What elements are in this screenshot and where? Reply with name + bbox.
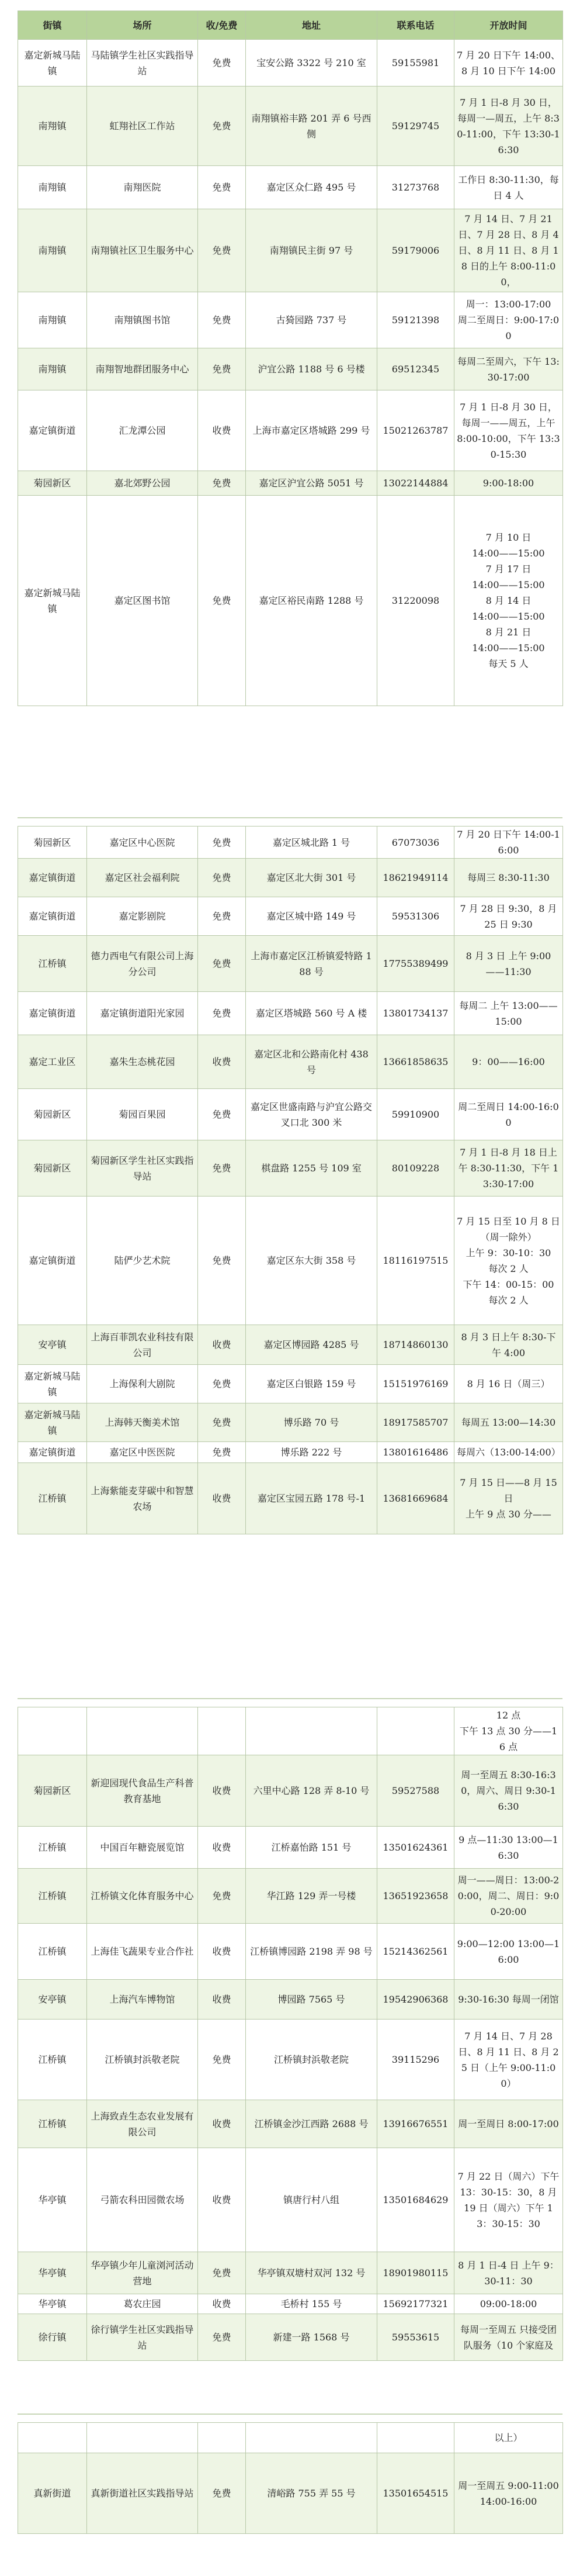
district-cell: 菊园新区 [18, 1140, 87, 1197]
fee-cell: 收费 [198, 1325, 246, 1365]
address-cell: 嘉定区塔城路 560 号 A 楼 [246, 992, 377, 1035]
table-row [18, 209, 563, 292]
hours-cell: 9：00——16:00 [454, 1035, 563, 1089]
phone-cell[interactable]: 13801616486 [377, 1442, 454, 1463]
venue-cell: 葛农庄园 [87, 2294, 198, 2314]
hours-cell: 7 月 20 日下午 14:00-16:00 [454, 827, 563, 859]
address-cell: 南翔镇民主街 97 号 [246, 209, 377, 292]
hours-cell: 7 月 15 日至 10 月 8 日（周一除外） 上午 9：30-10：30 每次 2 人 下午 14：00-15：00 每次 2 人 [454, 1197, 563, 1325]
district-cell: 南翔镇 [18, 166, 87, 209]
phone-cell[interactable]: 15692177321 [377, 2294, 454, 2314]
venue-cell: 上海百菲凯农业科技有限公司 [87, 1325, 198, 1365]
table-row [18, 1442, 563, 1463]
venue-cell: 嘉定区图书馆 [87, 496, 198, 706]
address-cell: 毛桥村 155 号 [246, 2294, 377, 2314]
hours-cell: 每周五 13:00—14:30 [454, 1403, 563, 1442]
table-row [18, 1755, 563, 1827]
table-row [18, 1035, 563, 1089]
fee-cell: 免费 [198, 2252, 246, 2294]
fee-cell: 收费 [198, 1924, 246, 1980]
page-separator [18, 2414, 562, 2415]
phone-cell[interactable]: 15214362561 [377, 1924, 454, 1980]
hours-cell: 7 月 20 日下午 14:00、8 月 10 日下午 14:00 [454, 40, 563, 87]
address-cell: 棋盘路 1255 号 109 室 [246, 1140, 377, 1197]
address-cell: 南翔镇裕丰路 201 弄 6 号西侧 [246, 87, 377, 166]
table-row [18, 471, 563, 496]
fee-cell: 免费 [198, 2314, 246, 2361]
district-cell: 南翔镇 [18, 348, 87, 390]
phone-cell[interactable]: 59155981 [377, 40, 454, 87]
hours-cell: 9:00-18:00 [454, 471, 563, 496]
hours-cell: 每周三 8:30-11:30 [454, 859, 563, 897]
header-district: 街镇 [18, 11, 87, 40]
district-cell: 南翔镇 [18, 292, 87, 348]
table-row [18, 859, 563, 897]
district-cell: 嘉定新城马陆镇 [18, 1365, 87, 1403]
hours-cell: 09:00-18:00 [454, 2294, 563, 2314]
district-cell: 嘉定镇街道 [18, 992, 87, 1035]
district-cell: 嘉定镇街道 [18, 859, 87, 897]
venue-cell: 上海佳飞蔬果专业合作社 [87, 1924, 198, 1980]
fee-cell: 收费 [198, 2294, 246, 2314]
address-cell: 江桥镇封浜敬老院 [246, 2020, 377, 2100]
venue-cell: 江桥镇封浜敬老院 [87, 2020, 198, 2100]
phone-cell[interactable]: 59553615 [377, 2314, 454, 2361]
hours-cell: 周一：13:00-17:00 周二至周日：9:00-17:00 [454, 292, 563, 348]
table-row [18, 1089, 563, 1140]
table-row [18, 2148, 563, 2252]
venue-cell: 上海致垚生态农业发展有限公司 [87, 2100, 198, 2148]
address-cell: 沪宜公路 1188 号 6 号楼 [246, 348, 377, 390]
address-cell: 嘉定区东大街 358 号 [246, 1197, 377, 1325]
phone-cell[interactable]: 15021263787 [377, 390, 454, 471]
venue-cell: 菊园百果园 [87, 1089, 198, 1140]
table-row [18, 40, 563, 87]
table-block-4 [18, 2422, 562, 2534]
address-cell: 华亭镇双塘村双河 132 号 [246, 2252, 377, 2294]
hours-cell: 7 月 10 日 14:00——15:00 7 月 17 日 14:00——15:00 8 月 14 日 14:00——15:00 8 月 21 日 14:00——15:00 每天 5 人 [454, 496, 563, 706]
hours-cell: 周一至周五 9:00-11:00 14:00-16:00 [454, 2453, 563, 2534]
hours-cell: 8 月 1 日-4 日 上午 9：30-11：30 [454, 2252, 563, 2294]
fee-cell: 免费 [198, 166, 246, 209]
address-cell: 镇唐行村八组 [246, 2148, 377, 2252]
table-row [18, 1403, 563, 1442]
venue-cell: 南翔镇图书馆 [87, 292, 198, 348]
venue-cell: 弓箭农科田园微农场 [87, 2148, 198, 2252]
venue-cell: 上海紫能麦芽碳中和智慧农场 [87, 1463, 198, 1534]
table-row [18, 2100, 563, 2148]
district-cell: 嘉定镇街道 [18, 1442, 87, 1463]
table-row [18, 1463, 563, 1534]
table-row [18, 1325, 563, 1365]
table-row [18, 1924, 563, 1980]
phone-cell [377, 2423, 454, 2453]
phone-cell[interactable]: 31273768 [377, 166, 454, 209]
district-cell: 嘉定镇街道 [18, 390, 87, 471]
phone-cell[interactable]: 39115296 [377, 2020, 454, 2100]
district-cell: 南翔镇 [18, 209, 87, 292]
fee-cell: 免费 [198, 87, 246, 166]
header-hours: 开放时间 [454, 11, 563, 40]
venue-cell: 嘉定区社会福利院 [87, 859, 198, 897]
fee-cell: 收费 [198, 1827, 246, 1869]
venue-cell [87, 1707, 198, 1755]
table-row [18, 390, 563, 471]
fee-cell: 免费 [198, 897, 246, 936]
hours-cell: 周二至周日 14:00-16:00 [454, 1089, 563, 1140]
fee-cell: 收费 [198, 1035, 246, 1089]
fee-cell: 免费 [198, 1197, 246, 1325]
hours-cell: 9:30-16:30 每周一闭馆 [454, 1980, 563, 2020]
venue-cell: 新迎园现代食品生产科普教育基地 [87, 1755, 198, 1827]
hours-cell: 8 月 3 日上午 8:30-下午 4:00 [454, 1325, 563, 1365]
phone-cell[interactable]: 15151976169 [377, 1365, 454, 1403]
phone-cell[interactable]: 13916676551 [377, 2100, 454, 2148]
district-cell: 江桥镇 [18, 2020, 87, 2100]
table-row [18, 87, 563, 166]
district-cell: 嘉定工业区 [18, 1035, 87, 1089]
hours-cell: 工作日 8:30-11:30，每日 4 人 [454, 166, 563, 209]
address-cell: 嘉定区博园路 4285 号 [246, 1325, 377, 1365]
venue-cell: 德力西电气有限公司上海分公司 [87, 936, 198, 992]
schedule-table [18, 2422, 563, 2534]
venue-cell: 南翔医院 [87, 166, 198, 209]
fee-cell: 免费 [198, 1403, 246, 1442]
address-cell: 江桥嘉怡路 151 号 [246, 1827, 377, 1869]
header-fee: 收/免费 [198, 11, 246, 40]
fee-cell [198, 2423, 246, 2453]
address-cell: 古猗园路 737 号 [246, 292, 377, 348]
venue-cell: 马陆镇学生社区实践指导站 [87, 40, 198, 87]
hours-cell: 8 月 16 日（周三） [454, 1365, 563, 1403]
venue-cell: 南翔镇社区卫生服务中心 [87, 209, 198, 292]
address-cell: 新建一路 1568 号 [246, 2314, 377, 2361]
schedule-table [18, 1707, 563, 2361]
table-row [18, 827, 563, 859]
address-cell: 嘉定区裕民南路 1288 号 [246, 496, 377, 706]
district-cell: 嘉定镇街道 [18, 897, 87, 936]
address-cell: 嘉定区北大街 301 号 [246, 859, 377, 897]
phone-cell[interactable]: 18714860130 [377, 1325, 454, 1365]
district-cell: 江桥镇 [18, 2100, 87, 2148]
phone-cell[interactable]: 59527588 [377, 1755, 454, 1827]
venue-cell: 菊园新区学生社区实践指导站 [87, 1140, 198, 1197]
district-cell: 菊园新区 [18, 1755, 87, 1827]
hours-cell: 每周六（13:00-14:00） [454, 1442, 563, 1463]
venue-cell: 嘉定区中医医院 [87, 1442, 198, 1463]
phone-cell[interactable]: 59910900 [377, 1089, 454, 1140]
district-cell: 菊园新区 [18, 827, 87, 859]
fee-cell: 免费 [198, 1869, 246, 1924]
district-cell: 真新街道 [18, 2453, 87, 2534]
fee-cell: 免费 [198, 1442, 246, 1463]
venue-cell: 虹翔社区工作站 [87, 87, 198, 166]
phone-cell [377, 1707, 454, 1755]
address-cell: 嘉定区世盛南路与沪宜公路交叉口北 300 米 [246, 1089, 377, 1140]
table-row [18, 992, 563, 1035]
address-cell: 嘉定区北和公路南化村 438 号 [246, 1035, 377, 1089]
table-row [18, 166, 563, 209]
address-cell: 清峪路 755 弄 55 号 [246, 2453, 377, 2534]
phone-cell[interactable]: 80109228 [377, 1140, 454, 1197]
district-cell: 菊园新区 [18, 1089, 87, 1140]
venue-cell: 上海汽车博物馆 [87, 1980, 198, 2020]
hours-cell: 周一至周五 8:30-16:30，周六、周日 9:30-16:30 [454, 1755, 563, 1827]
district-cell: 江桥镇 [18, 1869, 87, 1924]
table-row [18, 292, 563, 348]
fee-cell: 免费 [198, 292, 246, 348]
phone-cell[interactable]: 13501654515 [377, 2453, 454, 2534]
fee-cell: 收费 [198, 2148, 246, 2252]
address-cell: 上海市嘉定区江桥镇爱特路 188 号 [246, 936, 377, 992]
hours-cell: 7 月 28 日 9:30，8 月 25 日 9:30 [454, 897, 563, 936]
table-block-2 [18, 826, 562, 1534]
header-phone: 联系电话 [377, 11, 454, 40]
venue-cell: 江桥镇文化体育服务中心 [87, 1869, 198, 1924]
venue-cell: 嘉定区中心医院 [87, 827, 198, 859]
address-cell: 上海市嘉定区塔城路 299 号 [246, 390, 377, 471]
phone-cell[interactable]: 59121398 [377, 292, 454, 348]
phone-cell[interactable]: 18901980115 [377, 2252, 454, 2294]
venue-cell: 徐行镇学生社区实践指导站 [87, 2314, 198, 2361]
fee-cell: 免费 [198, 348, 246, 390]
hours-cell: 7 月 15 日——8 月 15 日 上午 9 点 30 分—— [454, 1463, 563, 1534]
hours-cell: 周一至周日 8:00-17:00 [454, 2100, 563, 2148]
table-row [18, 2423, 563, 2453]
fee-cell: 免费 [198, 1140, 246, 1197]
district-cell [18, 2423, 87, 2453]
hours-cell: 7 月 22 日（周六）下午 13：30-15：30，8 月 19 日（周六）下午 13：30-15：30 [454, 2148, 563, 2252]
venue-cell: 嘉朱生态桃花园 [87, 1035, 198, 1089]
fee-cell: 收费 [198, 390, 246, 471]
fee-cell: 收费 [198, 1980, 246, 2020]
venue-cell: 嘉定影剧院 [87, 897, 198, 936]
table-block-1 [18, 11, 562, 706]
venue-cell: 嘉定镇街道阳光家园 [87, 992, 198, 1035]
district-cell [18, 1707, 87, 1755]
phone-cell[interactable]: 13651923658 [377, 1869, 454, 1924]
district-cell: 江桥镇 [18, 1827, 87, 1869]
hours-cell: 7 月 14 日、7 月 21 日、7 月 28 日、8 月 4 日、8 月 11 日、8 月 18 日的上午 8:00-11:00， [454, 209, 563, 292]
fee-cell: 免费 [198, 1365, 246, 1403]
address-cell: 六里中心路 128 弄 8-10 号 [246, 1755, 377, 1827]
address-cell: 嘉定区众仁路 495 号 [246, 166, 377, 209]
table-row [18, 1197, 563, 1325]
fee-cell: 免费 [198, 40, 246, 87]
schedule-table [18, 826, 563, 1534]
phone-cell[interactable]: 59129745 [377, 87, 454, 166]
fee-cell: 免费 [198, 1089, 246, 1140]
phone-cell[interactable]: 31220098 [377, 496, 454, 706]
hours-cell: 7 月 1 日-8 月 18 日上午 8:30-11:30，下午 13:30-17:00 [454, 1140, 563, 1197]
table-header-row [18, 11, 563, 40]
address-cell: 江桥镇博园路 2198 弄 98 号 [246, 1924, 377, 1980]
phone-cell[interactable]: 13501684629 [377, 2148, 454, 2252]
phone-cell[interactable]: 13022144884 [377, 471, 454, 496]
district-cell: 嘉定镇街道 [18, 1197, 87, 1325]
fee-cell: 收费 [198, 2100, 246, 2148]
table-row [18, 1707, 563, 1755]
address-cell [246, 2423, 377, 2453]
district-cell: 江桥镇 [18, 1924, 87, 1980]
address-cell: 嘉定区宝园五路 178 号-1 [246, 1463, 377, 1534]
fee-cell: 免费 [198, 496, 246, 706]
phone-cell[interactable]: 13501624361 [377, 1827, 454, 1869]
district-cell: 南翔镇 [18, 87, 87, 166]
phone-cell[interactable]: 18621949114 [377, 859, 454, 897]
hours-cell: 每周一至周五 只接受团队服务（10 个家庭及 [454, 2314, 563, 2361]
page-separator [18, 817, 562, 818]
table-row [18, 2453, 563, 2534]
district-cell: 华亭镇 [18, 2148, 87, 2252]
table-row [18, 1365, 563, 1403]
district-cell: 江桥镇 [18, 1463, 87, 1534]
address-cell: 华江路 129 弄一号楼 [246, 1869, 377, 1924]
district-cell: 菊园新区 [18, 471, 87, 496]
fee-cell: 免费 [198, 936, 246, 992]
district-cell: 华亭镇 [18, 2294, 87, 2314]
venue-cell: 上海韩天衡美术馆 [87, 1403, 198, 1442]
phone-cell[interactable]: 19542906368 [377, 1980, 454, 2020]
fee-cell [198, 1707, 246, 1755]
table-row [18, 2314, 563, 2361]
address-cell: 宝安公路 3322 号 210 室 [246, 40, 377, 87]
district-cell: 安亭镇 [18, 1325, 87, 1365]
district-cell: 嘉定新城马陆镇 [18, 1403, 87, 1442]
address-cell: 博乐路 70 号 [246, 1403, 377, 1442]
schedule-table [18, 11, 563, 706]
fee-cell: 免费 [198, 859, 246, 897]
fee-cell: 免费 [198, 209, 246, 292]
district-cell: 徐行镇 [18, 2314, 87, 2361]
header-venue: 场所 [87, 11, 198, 40]
address-cell [246, 1707, 377, 1755]
venue-cell: 汇龙潭公园 [87, 390, 198, 471]
fee-cell: 免费 [198, 2453, 246, 2534]
address-cell: 嘉定区白银路 159 号 [246, 1365, 377, 1403]
fee-cell: 收费 [198, 1463, 246, 1534]
table-row [18, 496, 563, 706]
hours-cell: 7 月 1 日-8 月 30 日，每周一——周五，上午 8:00-10:00，下午 13:30-15:30 [454, 390, 563, 471]
header-address: 地址 [246, 11, 377, 40]
district-cell: 安亭镇 [18, 1980, 87, 2020]
hours-cell: 7 月 1 日-8 月 30 日，每周一—周五，上午 8:30-11:00，下午 13:30-16:30 [454, 87, 563, 166]
venue-cell: 华亭镇少年儿童浏河活动营地 [87, 2252, 198, 2294]
phone-cell[interactable]: 18917585707 [377, 1403, 454, 1442]
address-cell: 博园路 7565 号 [246, 1980, 377, 2020]
address-cell: 嘉定区沪宜公路 5051 号 [246, 471, 377, 496]
venue-cell: 南翔智地群团服务中心 [87, 348, 198, 390]
table-block-3 [18, 1707, 562, 2361]
venue-cell: 真新街道社区实践指导站 [87, 2453, 198, 2534]
table-row [18, 2252, 563, 2294]
phone-cell[interactable]: 17755389499 [377, 936, 454, 992]
hours-cell: 周一——周日：13:00-20:00，周二、周日：9:00-20:00 [454, 1869, 563, 1924]
table-row [18, 348, 563, 390]
phone-cell[interactable]: 13801734137 [377, 992, 454, 1035]
venue-cell [87, 2423, 198, 2453]
phone-cell[interactable]: 59179006 [377, 209, 454, 292]
table-row [18, 2020, 563, 2100]
phone-cell[interactable]: 13681669684 [377, 1463, 454, 1534]
address-cell: 江桥镇金沙江西路 2688 号 [246, 2100, 377, 2148]
table-row [18, 1140, 563, 1197]
table-row [18, 1980, 563, 2020]
fee-cell: 免费 [198, 827, 246, 859]
district-cell: 嘉定新城马陆镇 [18, 40, 87, 87]
hours-cell: 每周二 上午 13:00——15:00 [454, 992, 563, 1035]
hours-cell: 12 点 下午 13 点 30 分——16 点 [454, 1707, 563, 1755]
address-cell: 博乐路 222 号 [246, 1442, 377, 1463]
table-row [18, 897, 563, 936]
district-cell: 嘉定新城马陆镇 [18, 496, 87, 706]
hours-cell: 7 月 14 日、7 月 28 日、8 月 11 日、8 月 25 日（上午 9:00-11:00） [454, 2020, 563, 2100]
venue-cell: 中国百年糖瓷展览馆 [87, 1827, 198, 1869]
table-row [18, 936, 563, 992]
fee-cell: 免费 [198, 2020, 246, 2100]
venue-cell: 嘉北郊野公园 [87, 471, 198, 496]
page-separator [18, 1698, 562, 1699]
district-cell: 华亭镇 [18, 2252, 87, 2294]
table-row [18, 2294, 563, 2314]
fee-cell: 收费 [198, 1755, 246, 1827]
fee-cell: 免费 [198, 471, 246, 496]
phone-cell[interactable]: 18116197515 [377, 1197, 454, 1325]
district-cell: 江桥镇 [18, 936, 87, 992]
address-cell: 嘉定区城北路 1 号 [246, 827, 377, 859]
address-cell: 嘉定区城中路 149 号 [246, 897, 377, 936]
hours-cell: 以上） [454, 2423, 563, 2453]
table-row [18, 1869, 563, 1924]
fee-cell: 免费 [198, 992, 246, 1035]
table-row [18, 1827, 563, 1869]
phone-cell[interactable]: 67073036 [377, 827, 454, 859]
venue-cell: 上海保利大剧院 [87, 1365, 198, 1403]
phone-cell[interactable]: 13661858635 [377, 1035, 454, 1089]
hours-cell: 9:00—12:00 13:00—16:00 [454, 1924, 563, 1980]
hours-cell: 8 月 3 日 上午 9:00——11:30 [454, 936, 563, 992]
hours-cell: 每周二至周六，下午 13:30-17:00 [454, 348, 563, 390]
hours-cell: 9 点—11:30 13:00—16:30 [454, 1827, 563, 1869]
phone-cell[interactable]: 59531306 [377, 897, 454, 936]
venue-cell: 陆俨少艺术院 [87, 1197, 198, 1325]
phone-cell[interactable]: 69512345 [377, 348, 454, 390]
